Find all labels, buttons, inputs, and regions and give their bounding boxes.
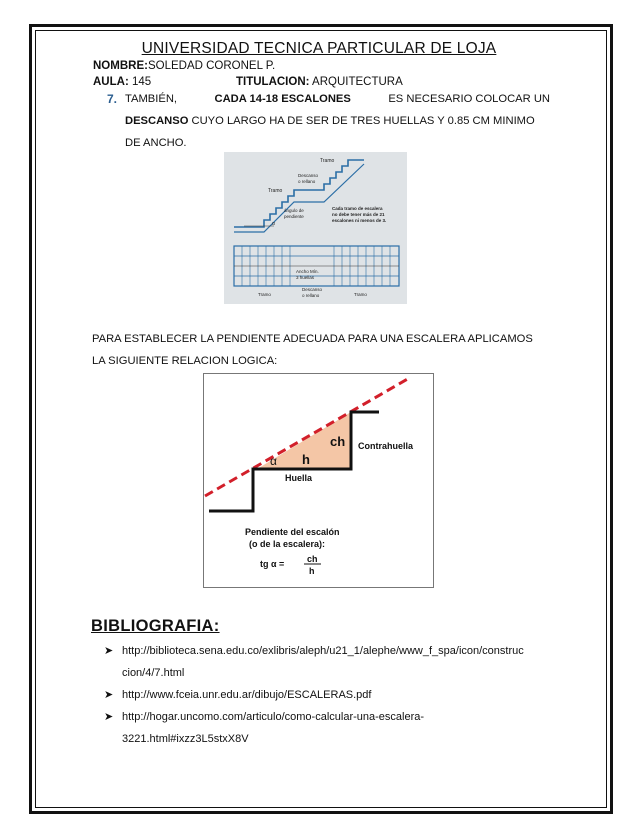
arrow-bullet-icon: ➤ <box>104 645 114 657</box>
item-number: 7. <box>107 92 118 106</box>
item7-line1-c: ES NECESARIO COLOCAR UN <box>388 93 550 105</box>
bibliography-item-3-line2[interactable]: 3221.html#ixzz3L5stxX8V <box>122 733 249 745</box>
bibliography-heading: BIBLIOGRAFIA: <box>91 617 220 635</box>
label-angulo2: pendiente <box>284 214 304 219</box>
bibliography-item-2 <box>104 686 113 705</box>
item7-line1-b: CADA 14-18 ESCALONES <box>214 93 351 105</box>
bibliography-item-2-line1[interactable]: http://www.fceia.unr.edu.ar/dibujo/ESCALERAS.pdf <box>122 689 372 701</box>
label-tramo-left: Tramo <box>268 188 283 194</box>
label-alpha: α <box>270 454 277 468</box>
note-line1: Cada tramo de escalera <box>332 206 383 211</box>
note-line2: no debe tener más de 21 <box>332 212 385 217</box>
formula-numerator: ch <box>307 554 318 564</box>
titulacion-label: TITULACION: <box>236 76 310 88</box>
bibliography-item-1-line1[interactable]: http://biblioteca.sena.edu.co/exlibris/aleph/u21_1/alephe/www_f_spa/icon/construc <box>122 645 524 657</box>
plan-tramo-left: Tramo <box>258 292 271 297</box>
label-ch: ch <box>330 434 346 449</box>
note-line3: escalones ni menos de 3. <box>332 218 387 223</box>
label-tramo-top: Tramo <box>320 158 335 164</box>
label-rellano: o rellano <box>298 179 316 184</box>
label-pendiente-line1: Pendiente del escalón <box>245 527 340 537</box>
item7-line3: DE ANCHO. <box>125 137 187 149</box>
name-value: SOLEDAD CORONEL P. <box>147 60 276 72</box>
label-pendiente-line2: (o de la escalera): <box>249 539 326 549</box>
ancho-line1: Ancho Mín. <box>296 269 319 274</box>
label-huella: Huella <box>285 473 313 483</box>
item7-line2-rest: CUYO LARGO HA DE SER DE TRES HUELLAS Y 0.85 CM MINIMO <box>191 115 535 127</box>
bibliography-item-3 <box>104 708 113 727</box>
titulacion-line <box>236 76 403 88</box>
aula-label: AULA: <box>93 76 129 88</box>
name-label: NOMBRE: <box>93 60 148 72</box>
item7-line1-a: TAMBIÉN, <box>125 93 178 105</box>
stair-diagram-image <box>224 152 407 304</box>
bibliography-item-3-line1[interactable]: http://hogar.uncomo.com/articulo/como-calcular-una-escalera- <box>122 711 425 723</box>
name-line <box>93 60 275 72</box>
plan-descanso1: Descanso <box>302 287 323 292</box>
stair-diagram-svg <box>224 152 407 304</box>
arrow-bullet-icon: ➤ <box>104 711 114 723</box>
arrow-bullet-icon: ➤ <box>104 689 114 701</box>
item7-line2 <box>125 110 535 132</box>
paragraph2-line1: PARA ESTABLECER LA PENDIENTE ADECUADA PARA UNA ESCALERA APLICAMOS <box>92 333 533 345</box>
plan-tramo-right: Tramo <box>354 292 367 297</box>
formula-lhs: tg α = <box>260 559 285 569</box>
titulacion-value: ARQUITECTURA <box>312 76 403 88</box>
label-alpha-small: α <box>272 221 275 227</box>
item7-line2-bold: DESCANSO <box>125 115 189 127</box>
aula-value: 145 <box>131 76 152 88</box>
label-descanso: Descanso <box>298 173 319 178</box>
aula-line <box>93 76 151 88</box>
bibliography-item-1-line2[interactable]: cion/4/7.html <box>122 667 185 679</box>
slope-diagram-image <box>203 373 434 588</box>
university-title: UNIVERSIDAD TECNICA PARTICULAR DE LOJA <box>141 40 497 57</box>
item7-line1 <box>125 88 550 110</box>
plan-descanso2: o rellano <box>302 293 320 298</box>
paragraph2-line2: LA SIGUIENTE RELACION LOGICA: <box>92 355 278 367</box>
label-contrahuella: Contrahuella <box>358 441 414 451</box>
slope-diagram-svg <box>203 373 434 588</box>
ancho-line2: 3 huellas <box>296 275 315 280</box>
bibliography-item-1 <box>104 642 113 661</box>
label-h: h <box>302 452 310 467</box>
label-angulo1: ángulo de <box>284 208 304 213</box>
formula-denominator: h <box>309 566 315 576</box>
